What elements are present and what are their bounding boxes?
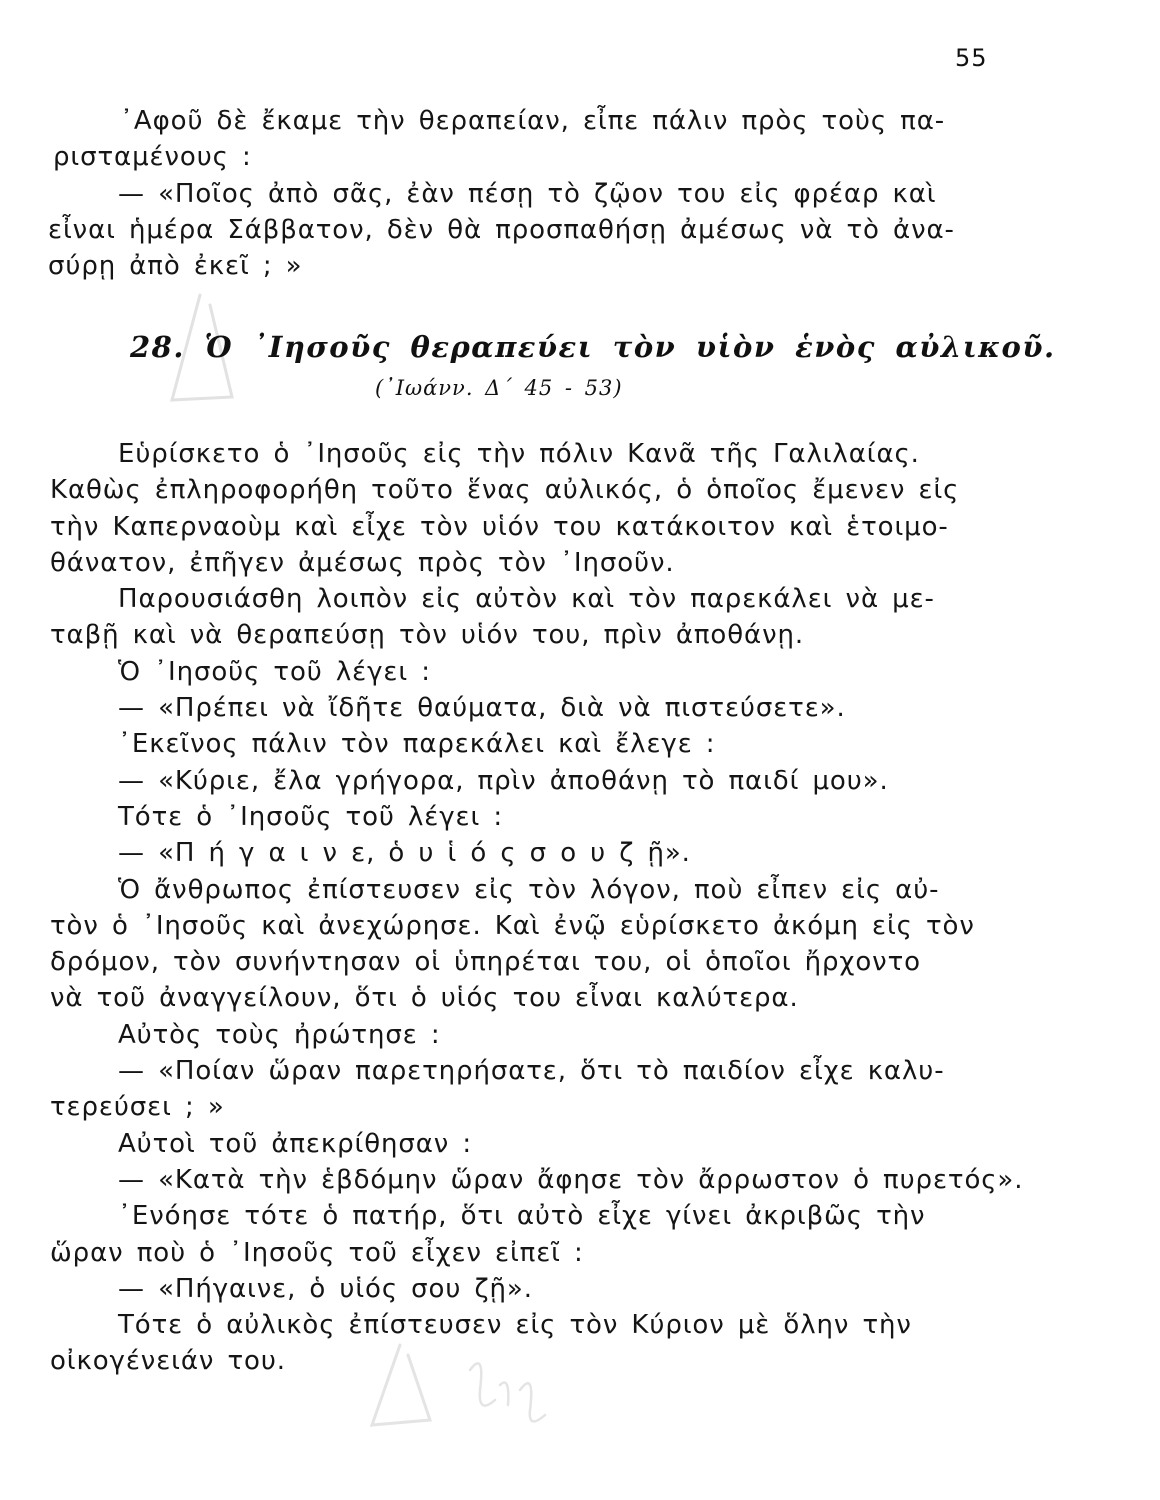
text-line: — «Πρέπει νὰ ἴδῆτε θαύματα, διὰ νὰ πιστεύσετε». xyxy=(118,693,846,724)
text-line: — «Κατὰ τὴν ἑβδόμην ὥραν ἄφησε τὸν ἄρρωστον ὁ πυρετός». xyxy=(118,1164,1024,1195)
text-line: ᾽Αφοῦ δὲ ἔκαμε τὴν θεραπείαν, εἶπε πάλιν πρὸς τοὺς πα- xyxy=(120,106,946,136)
text-line: σύρῃ ἀπὸ ἐκεῖ ; » xyxy=(48,251,303,282)
text-line: εἶναι ἡμέρα Σάββατον, δὲν θὰ προσπαθήσῃ ἀμέσως νὰ τὸ ἀνα- xyxy=(48,214,955,245)
text-line: ρισταμένους : xyxy=(53,142,252,173)
text-line: τερεύσει ; » xyxy=(50,1092,225,1123)
text-line: Τότε ὁ ᾿Ιησοῦς τοῦ λέγει : xyxy=(118,801,504,832)
text-line: οἰκογένειάν του. xyxy=(50,1346,286,1377)
text-line: τὸν ὁ ᾿Ιησοῦς καὶ ἀνεχώρησε. Καὶ ἐνῷ εὑρίσκετο ἀκόμη εἰς τὸν xyxy=(50,910,975,941)
text-line: Καθὼς ἐπληροφορήθη τοῦτο ἕνας αὐλικός, ὁ ὁποῖος ἔμενεν εἰς xyxy=(50,475,960,506)
section-title: 28. Ὁ ᾿Ιησοῦς θεραπεύει τὸν υἱὸν ἑνὸς αὐλικοῦ. xyxy=(130,330,1056,364)
text-line: — «Ποίαν ὥραν παρετηρήσατε, ὅτι τὸ παιδίον εἶχε καλυ- xyxy=(118,1056,945,1087)
text-line: ᾽Ενόησε τότε ὁ πατήρ, ὅτι αὐτὸ εἶχε γίνει ἀκριβῶς τὴν xyxy=(118,1201,926,1232)
text-line: — «Ποῖος ἀπὸ σᾶς, ἐὰν πέσῃ τὸ ζῷον του εἰς φρέαρ καὶ xyxy=(118,178,937,209)
text-line: — «Κύριε, ἔλα γρήγορα, πρὶν ἀποθάνῃ τὸ παιδί μου». xyxy=(118,765,889,796)
text-line: ᾽Εκεῖνος πάλιν τὸν παρεκάλει καὶ ἔλεγε : xyxy=(118,729,716,760)
text-line: νὰ τοῦ ἀναγγείλουν, ὅτι ὁ υἱός του εἶναι καλύτερα. xyxy=(50,983,799,1014)
section-reference: (᾿Ιωάνν. Δ΄ 45 - 53) xyxy=(375,376,623,400)
main-text xyxy=(50,436,1026,1380)
top-paragraph xyxy=(48,103,1026,284)
text-line: — «Π ή γ α ι ν ε, ὁ υ ἱ ό ς σ ο υ ζ ῇ». xyxy=(118,838,691,869)
text-line: ταβῇ καὶ νὰ θεραπεύσῃ τὸν υἱόν του, πρὶν ἀποθάνῃ. xyxy=(50,620,805,651)
text-line: Αὐτὸς τοὺς ἠρώτησε : xyxy=(118,1019,441,1050)
text-line: Εὑρίσκετο ὁ ᾿Ιησοῦς εἰς τὴν πόλιν Κανᾶ τῆς Γαλιλαίας. xyxy=(118,439,920,469)
text-line: δρόμον, τὸν συνήντησαν οἱ ὑπηρέται του, οἱ ὁποῖοι ἤρχοντο xyxy=(50,947,921,978)
text-line: ὥραν ποὺ ὁ ᾿Ιησοῦς τοῦ εἶχεν εἰπεῖ : xyxy=(50,1237,584,1268)
text-line: Παρουσιάσθη λοιπὸν εἰς αὐτὸν καὶ τὸν παρεκάλει νὰ με- xyxy=(118,584,935,615)
text-line: θάνατον, ἐπῆγεν ἀμέσως πρὸς τὸν ᾿Ιησοῦν. xyxy=(50,547,675,578)
text-line: Ὁ ἄνθρωπος ἐπίστευσεν εἰς τὸν λόγον, ποὺ εἶπεν εἰς αὐ- xyxy=(118,874,940,905)
text-line: Ὁ ᾿Ιησοῦς τοῦ λέγει : xyxy=(118,656,431,687)
text-line: Τότε ὁ αὐλικὸς ἐπίστευσεν εἰς τὸν Κύριον μὲ ὅλην τὴν xyxy=(118,1310,912,1341)
text-line: — «Πήγαινε, ὁ υἱός σου ζῇ». xyxy=(118,1273,533,1304)
page-number: 55 xyxy=(955,44,988,72)
text-line: Αὐτοὶ τοῦ ἀπεκρίθησαν : xyxy=(118,1128,473,1159)
text-line: τὴν Καπερναοὺμ καὶ εἶχε τὸν υἱόν του κατάκοιτον καὶ ἑτοιμο- xyxy=(50,511,949,542)
